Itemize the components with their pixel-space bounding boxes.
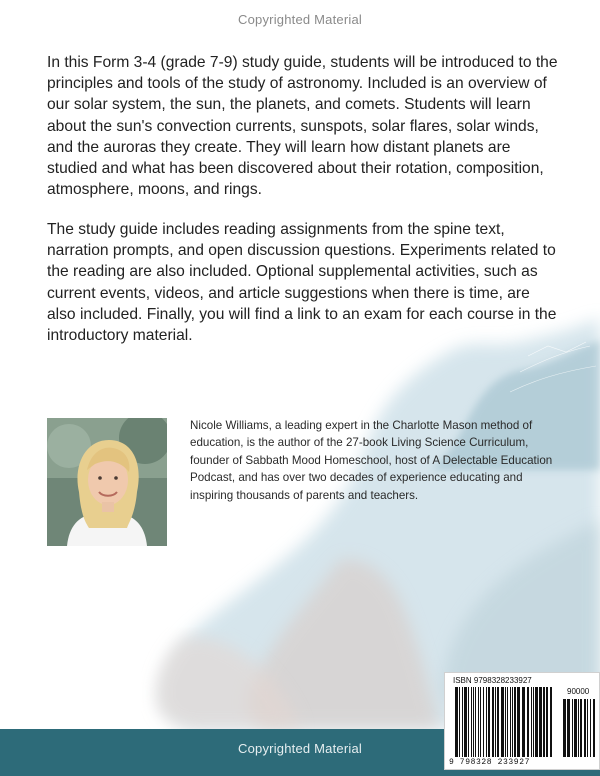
ean-digits: 9 798328 233927	[449, 758, 531, 767]
author-photo	[47, 418, 167, 546]
price-code: 90000	[567, 687, 590, 696]
isbn-label: ISBN 9798328233927	[453, 676, 532, 685]
description-paragraph-1: In this Form 3-4 (grade 7-9) study guide, students will be introduced to the principles and tools of the study of astronomy. Included is an overview of our solar system, the sun, the planets, and comets. Students will learn about the sun's convection currents, sunspots, solar flares, solar winds, and the auroras they create. They will learn how distant planets are studied and what has been discovered about their rotation, composition, atmosphere, moons, and rings.	[47, 54, 558, 199]
author-portrait-image	[47, 418, 167, 546]
isbn-barcode-box	[444, 672, 600, 770]
description-paragraph-2: The study guide includes reading assignments from the spine text, narration prompts, and open discussion questions. Experiments related to the reading are also included. Optional supplemental activities, such as current events, videos, and article suggestions when there is time, are also included. Finally, you will find a link to an exam for each course in the introductory material.	[47, 221, 557, 345]
copyright-watermark-top: Copyrighted Material	[238, 12, 362, 27]
author-bio: Nicole Williams, a leading expert in the Charlotte Mason method of education, is the author of the 27-book Living Science Curriculum, founder of Sabbath Mood Homeschool, host of A Delectable Education Podcast, and has over two decades of experience educating and inspiring thousands of parents and teachers.	[190, 419, 553, 502]
barcode-bars	[445, 673, 600, 771]
copyright-watermark-bottom: Copyrighted Material	[238, 741, 362, 756]
